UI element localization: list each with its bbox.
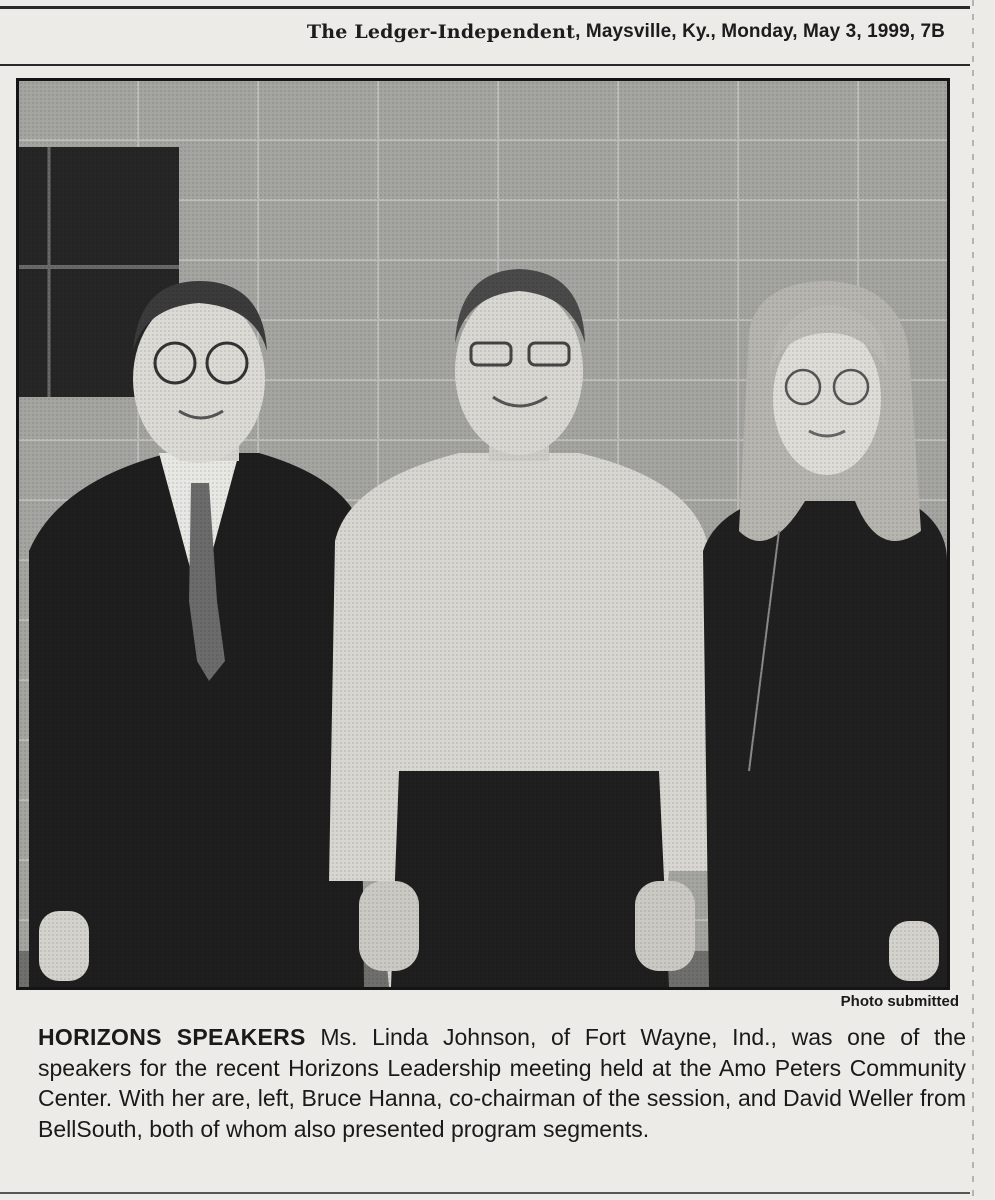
page-header [307,14,945,50]
column-edge [972,0,974,1200]
bottom-rule [0,1192,970,1194]
masthead: The Ledger-Independent [306,21,576,43]
header-rule [0,64,970,66]
caption-kicker: HORIZONS SPEAKERS [38,1024,306,1050]
top-rule [0,6,970,9]
photo-illustration [19,81,947,987]
photo-credit: Photo submitted [840,993,959,1010]
dateline: , Maysville, Ky., Monday, May 3, 1999, 7B [575,21,945,42]
photo [16,78,950,990]
photo-caption [38,1022,966,1144]
caption-text: Ms. Linda Johnson, of Fort Wayne, Ind., was one of the speakers for the recent Horizons Leadership meeting held at the Amo Peters Community Center. With her are, left, Bruce Hanna, co-chairman of the session, and David Weller from BellSouth, both of whom also presented program segments. [38,1024,967,1142]
